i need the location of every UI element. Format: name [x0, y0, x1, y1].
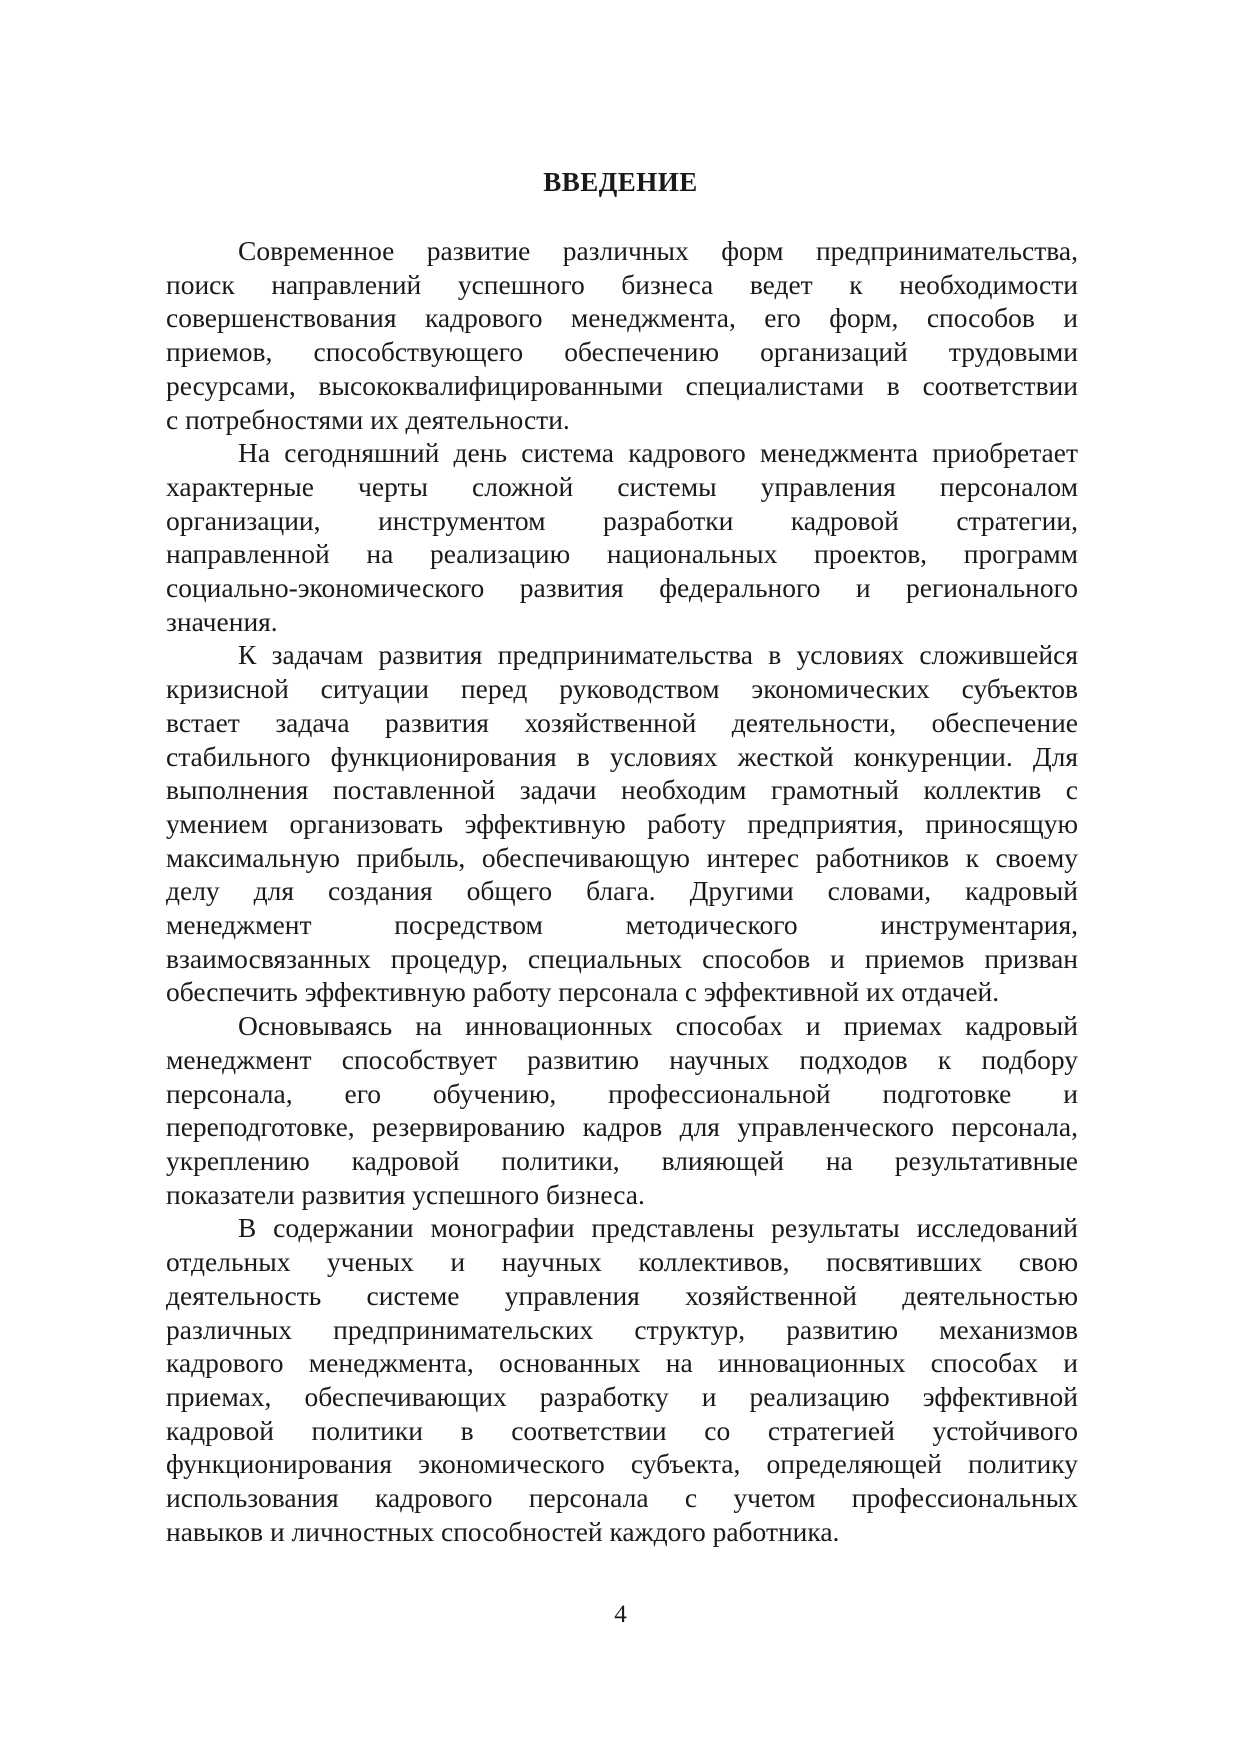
text-line: функционирования экономического субъекта, определяющей политику [166, 1448, 1078, 1480]
text-line: делу для создания общего блага. Другими словами, кадровый [166, 875, 1078, 907]
text-line: стабильного функционирования в условиях жесткой конкуренции. Для [166, 740, 1078, 772]
text-line: поиск направлений успешного бизнеса ведет к необходимости [166, 268, 1078, 300]
page-title: ВВЕДЕНИЕ [543, 167, 698, 197]
paragraph-1 [166, 234, 1078, 436]
page-number: 4 [614, 1601, 627, 1628]
paragraph-4 [166, 1009, 1078, 1211]
text-line: деятельность системе управления хозяйственной деятельностью [166, 1279, 1078, 1311]
text-line: Основываясь на инновационных способах и приемах кадровый [238, 1010, 1078, 1042]
text-line: укреплению кадровой политики, влияющей на результативные [166, 1144, 1078, 1176]
text-line: Современное развитие различных форм предпринимательства, [238, 235, 1078, 266]
text-line: обеспечить эффективную работу персонала с эффективной их отдачей. [166, 976, 1000, 1008]
text-line: переподготовке, резервированию кадров для управленческого персонала, [166, 1111, 1078, 1143]
text-line: совершенствования кадрового менеджмента, его форм, способов и [166, 302, 1078, 334]
text-line: использования кадрового персонала с учетом профессиональных [166, 1482, 1078, 1514]
text-line: максимальную прибыль, обеспечивающую интерес работников к своему [166, 841, 1078, 873]
text-line: кадрового менеджмента, основанных на инновационных способах и [166, 1347, 1078, 1379]
text-line: навыков и личностных способностей каждого работника. [166, 1515, 840, 1547]
text-line: менеджмент способствует развитию научных подходов к подбору [166, 1043, 1078, 1075]
text-line: кризисной ситуации перед руководством экономических субъектов [166, 673, 1078, 705]
paragraph-5 [166, 1211, 1078, 1548]
text-line: умением организовать эффективную работу предприятия, приносящую [166, 807, 1078, 839]
text-line: кадровой политики в соответствии со стратегией устойчивого [166, 1414, 1078, 1446]
text-line: отдельных ученых и научных коллективов, посвятивших свою [166, 1246, 1078, 1278]
text-line: персонала, его обучению, профессиональной подготовке и [166, 1077, 1078, 1109]
body-text [166, 234, 1078, 1548]
paragraph-2 [166, 436, 1078, 638]
text-line: с потребностями их деятельности. [166, 403, 570, 435]
text-line: приемов, способствующего обеспечению организаций трудовыми [166, 336, 1078, 368]
text-line: В содержании монографии представлены результаты исследований [238, 1212, 1078, 1244]
text-line: характерные черты сложной системы управления персоналом [166, 470, 1078, 502]
text-line: социально-экономического развития федерального и регионального [166, 572, 1078, 604]
text-line: На сегодняшний день система кадрового менеджмента приобретает [238, 437, 1078, 469]
text-line: значения. [166, 605, 278, 637]
text-line: встает задача развития хозяйственной деятельности, обеспечение [166, 706, 1078, 738]
text-line: К задачам развития предпринимательства в условиях сложившейся [238, 639, 1078, 671]
text-line: направленной на реализацию национальных проектов, программ [166, 538, 1078, 570]
text-line: взаимосвязанных процедур, специальных способов и приемов призван [166, 942, 1078, 974]
text-line: менеджмент посредством методического инструментария, [166, 909, 1078, 941]
text-line: различных предпринимательских структур, развитию механизмов [166, 1313, 1078, 1345]
text-line: показатели развития успешного бизнеса. [166, 1178, 645, 1210]
text-line: приемах, обеспечивающих разработку и реализацию эффективной [166, 1380, 1078, 1412]
text-line: ресурсами, высококвалифицированными специалистами в соответствии [166, 369, 1078, 401]
text-line: организации, инструментом разработки кадровой стратегии, [166, 504, 1078, 536]
paragraph-3 [166, 638, 1078, 1009]
text-line: выполнения поставленной задачи необходим грамотный коллектив с [166, 774, 1078, 806]
